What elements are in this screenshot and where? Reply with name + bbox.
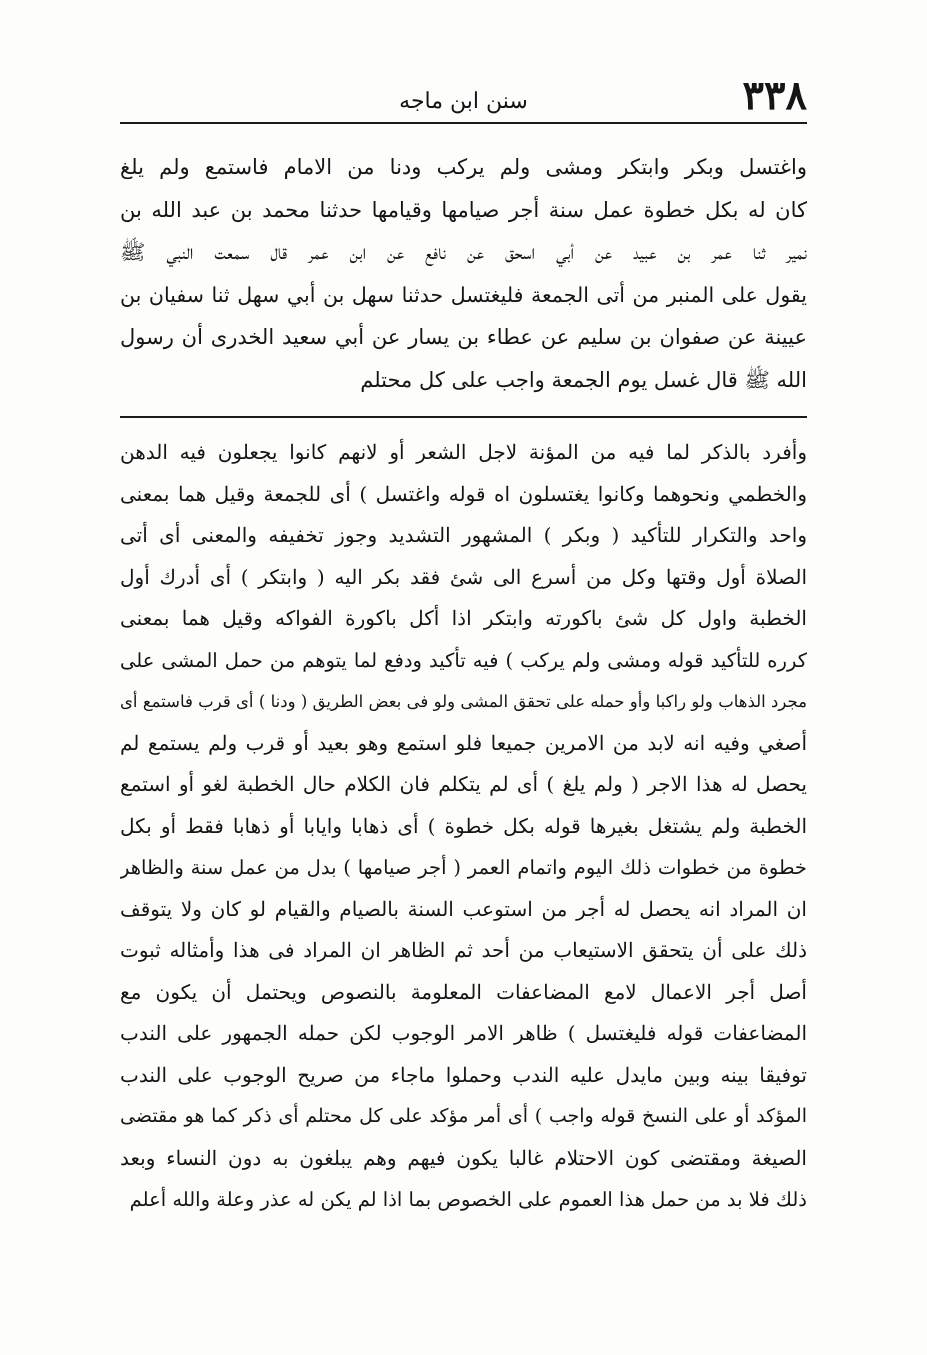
running-title: سنن ابن ماجه xyxy=(399,89,528,114)
commentary-line: المضاعفات قوله فليغتسل ) ظاهر الامر الوجوب لكن حمله الجمهور على الندب xyxy=(120,1021,807,1045)
page-header xyxy=(120,72,807,122)
commentary-line: ذلك على أن يتحقق الاستيعاب من أحد ثم الظاهر ان المراد فى هذا وأمثاله ثبوت xyxy=(120,938,807,962)
commentary-line: والخطمي ونحوهما وكانوا يغتسلون اه قوله واغتسل ) أى للجمعة وقيل هما بمعنى xyxy=(120,481,807,506)
commentary-line: أصغي وفيه انه لابد من الامرين جميعا فلو استمع وهو بعيد أو قرب ولم يستمع لم xyxy=(120,730,807,755)
commentary-line: وأفرد بالذكر لما فيه من المؤنة لاجل الشعر أو لانهم كانوا يجعلون فيه الدهن xyxy=(120,440,807,464)
hadith-line: عيينة عن صفوان بن سليم عن عطاء بن يسار عن أبي سعيد الخدرى أن رسول xyxy=(120,325,807,349)
hadith-line: كان له بكل خطوة عمل سنة أجر صيامها وقيامها حدثنا محمد بن عبد الله بن xyxy=(120,197,807,222)
commentary-line: الصلاة أول وقتها وكل من أسرع الى شئ فقد بكر اليه ( وابتكر ) أى أدرك أول xyxy=(120,564,807,589)
commentary-line: كرره للتأكيد قوله ومشى ولم يركب ) فيه تأكيد ودفع لما يتوهم من حمل المشى على xyxy=(120,648,807,672)
hadith-line: الله ﷺ قال غسل يوم الجمعة واجب على كل محتلم xyxy=(360,367,807,392)
commentary-line: أصل أجر الاعمال لامع المضاعفات المعلومة بالنصوص ويحتمل أن يكون مع xyxy=(120,979,807,1004)
hadith-line: نمير ثنا عمر بن عبيد عن أبي اسحق عن نافع عن ابن عمر قال سمعت النبي ﷺ xyxy=(120,240,807,264)
commentary-text xyxy=(120,432,807,1221)
commentary-line: ذلك فلا بد من حمل هذا العموم على الخصوص بما اذا لم يكن له عذر وعلة والله أعلم xyxy=(129,1188,807,1211)
page-number: ٣٣٨ xyxy=(742,72,807,119)
hadith-text xyxy=(120,146,807,401)
commentary-line: مجرد الذهاب ولو راكبا وأو حمله على تحقق المشى ولو فى بعض الطريق ( ودنا ) أى قرب فاستمع أى xyxy=(120,692,807,711)
commentary-line: الصيغة ومقتضى كون الاحتلام غالبا يكون فيهم وهم يبلغون به دون النساء وبعد xyxy=(120,1145,807,1170)
commentary-line: ان المراد انه يحصل له أجر من استوعب السنة بالصيام والقيام لو كان ولا يتوقف xyxy=(120,896,807,921)
header-rule xyxy=(120,122,807,124)
hadith-line: واغتسل وبكر وابتكر ومشى ولم يركب ودنا من الامام فاستمع ولم يلغ xyxy=(120,155,807,179)
section-divider-rule xyxy=(120,416,807,418)
hadith-line: يقول على المنبر من أتى الجمعة فليغتسل حدثنا سهل بن أبي سهل ثنا سفيان بن xyxy=(120,282,807,307)
commentary-line: الخطبة ولم يشتغل بغيرها قوله بكل خطوة ) أى ذهابا وايابا أو ذهابا فقط أو بكل xyxy=(120,813,807,838)
commentary-line: خطوة من خطوات ذلك اليوم واتمام العمر ( أجر صيامها ) بدل من عمل سنة والظاهر xyxy=(120,856,807,879)
commentary-line: الخطبة واول كل شئ باكورته وابتكر اذا أكل باكورة الفواكه وقيل هما بمعنى xyxy=(120,606,807,630)
commentary-line: يحصل له هذا الاجر ( ولم يلغ ) أى لم يتكلم فان الكلام حال الخطبة لغو أو استمع xyxy=(120,772,807,796)
commentary-line: المؤكد أو على النسخ قوله واجب ) أى أمر مؤكد على كل محتلم أى ذكر كما هو مقتضى xyxy=(120,1105,807,1127)
commentary-line: واحد والتكرار للتأكيد ( وبكر ) المشهور التشديد وجوز تخفيفه والمعنى أى أتى xyxy=(120,523,807,547)
commentary-line: توفيقا بينه وبين مايدل عليه الندب وحملوا ماجاء من صريح الوجوب على الندب xyxy=(120,1062,807,1087)
